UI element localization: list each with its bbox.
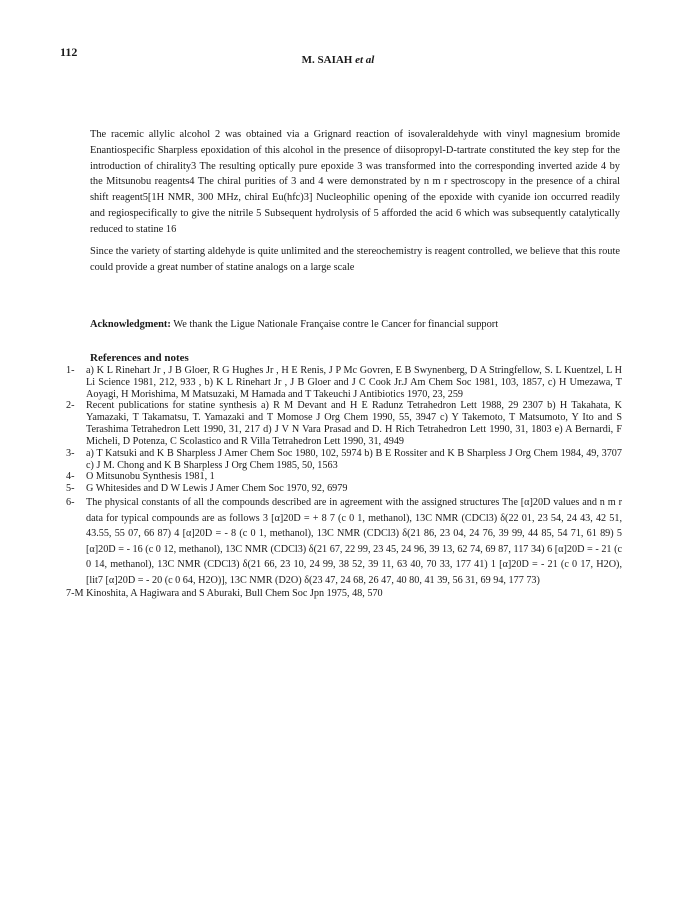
paragraph-conclusion: Since the variety of starting aldehyde is quite unlimited and the stereochemistry is reagent controlled, we believe that this route could provide a great number of statine analogs on a large scale [90, 245, 620, 273]
reference-text: a) T Katsuki and K B Sharpless J Amer Chem Soc 1980, 102, 5974 b) B E Rossiter and K B Sharpless J Org Chem 1984, 49, 3707 c) J M. Chong and K B Sharpless J Org Chem 1985, 50, 1563 [86, 447, 622, 471]
reference-item [66, 495, 622, 588]
reference-number: 6- [66, 497, 75, 509]
running-head [0, 54, 676, 66]
reference-text: M Kinoshita, A Hagiwara and S Aburaki, Bull Chem Soc Jpn 1975, 48, 570 [74, 588, 383, 600]
reference-item [66, 365, 622, 400]
reference-text: The physical constants of all the compounds described are in agreement with the assigned structures The [α]20D values and n m r data for typical compounds are as follows 3 [α]20D = + 8 7 (c 0 1, methanol), 13C NMR (CDCl3) δ(22 01, 23 54, 24 43, 42 51, 43.55, 55 07, 66 87) 4 [α]20D = - 8 (c 0 1, methanol), 13C NMR (CDCl3) δ(21 86, 23 04, 24 76, 39 99, 44 85, 54 71, 61 89) 5 [α]20D = - 16 (c 0 12, methanol), 13C NMR (CDCl3) δ(21 67, 22 99, 23 45, 24 96, 39 13, 62 74, 69 87, 117 34) 6 [α]20D = - 21 (c 0 14, methanol), 13C NMR (CDCl3) δ(21 66, 23 10, 24 99, 38 52, 39 11, 63 40, 70 33, 177 41) 1 [α]20D = - 21 (c 0 17, H2O), [lit7 [α]20D = - 20 (c 0 64, H2O)], 13C NMR (D2O) δ(23 47, 24 68, 26 47, 40 80, 41 39, 56 31, 69 94, 177 73) [86, 497, 622, 586]
reference-number: 2- [66, 400, 75, 412]
running-head-authors: M. SAIAH [301, 54, 353, 66]
reference-item [66, 471, 622, 483]
reference-item [66, 588, 622, 600]
acknowledgment-text: We thank the Ligue Nationale Française contre le Cancer for financial support [173, 319, 499, 330]
references-list [66, 365, 622, 600]
paragraph-synthesis: The racemic allylic alcohol 2 was obtained via a Grignard reaction of isovaleraldehyde with vinyl magnesium bromide Enantiospecific Sharpless epoxidation of this alcohol in the presence of diisopropyl-D-tartrate constituted the key step for the introduction of chirality3 The resulting optically pure epoxide 3 was transformed into the corresponding inverted azide 4 by the Mitsunobu reagents4 The chiral purities of 3 and 4 were demonstrated by n m r spectroscopy in the presence of a chiral shift reagent5[1H NMR, 300 MHz, chiral Eu(hfc)3] Nucleophilic opening of the epoxide with cyanide ion occurred readily and regiospecifically to give the nitrile 5 Subsequent hydrolysis of 5 afforded the acid 6 which was subsequently catalytically reduced to statine 16 [90, 129, 620, 235]
reference-number: 1- [66, 365, 75, 376]
reference-text: a) K L Rinehart Jr , J B Gloer, R G Hughes Jr , H E Renis, J P Mc Govren, E B Swynenberg, D A Stringfellow, S. L Kuentzel, L H Li Science 1981, 212, 933 , b) K L Rinehart Jr , J B Gloer and J C Cook Jr.J Am Chem Soc 1981, 103, 1857, c) H Umezawa, T Aoyagi, H Morishima, M Matsuzaki, M Hamada and T Takeuchi J Antibiotics 1970, 23, 259 [86, 365, 622, 400]
references-heading: References and notes [90, 352, 189, 364]
reference-text: O Mitsunobu Synthesis 1981, 1 [86, 471, 215, 483]
acknowledgment-label: Acknowledgment: [90, 319, 171, 330]
reference-number: 5- [66, 483, 75, 495]
reference-item [66, 448, 622, 472]
reference-text: Recent publications for statine synthesis a) R M Devant and H E Radunz Tetrahedron Lett 1988, 29 2307 b) H Takahata, K Yamazaki, T Takamatsu, T. Yamazaki and T Momose J Org Chem 1990, 55, 3947 c) Y Takemoto, T Matsumoto, Y Ito and S Terashima Tetrahedron Lett 1990, 31, 217 d) J V N Vara Prasad and D. H Rich Tetrahedron Lett 1990, 31, 1803 e) A Bernardi, F Micheli, D Potenza, C Scolastico and R Villa Tetrahedron Lett 1990, 31, 4949 [86, 400, 622, 447]
reference-number: 7- [66, 588, 75, 600]
body-text [90, 127, 620, 281]
reference-item [66, 400, 622, 447]
reference-number: 4- [66, 471, 75, 483]
reference-item [66, 483, 622, 495]
page-number: 112 [60, 45, 78, 59]
running-head-et-al: et al [355, 54, 375, 66]
reference-text: G Whitesides and D W Lewis J Amer Chem Soc 1970, 92, 6979 [86, 483, 348, 495]
acknowledgment [90, 319, 620, 330]
reference-number: 3- [66, 447, 75, 459]
